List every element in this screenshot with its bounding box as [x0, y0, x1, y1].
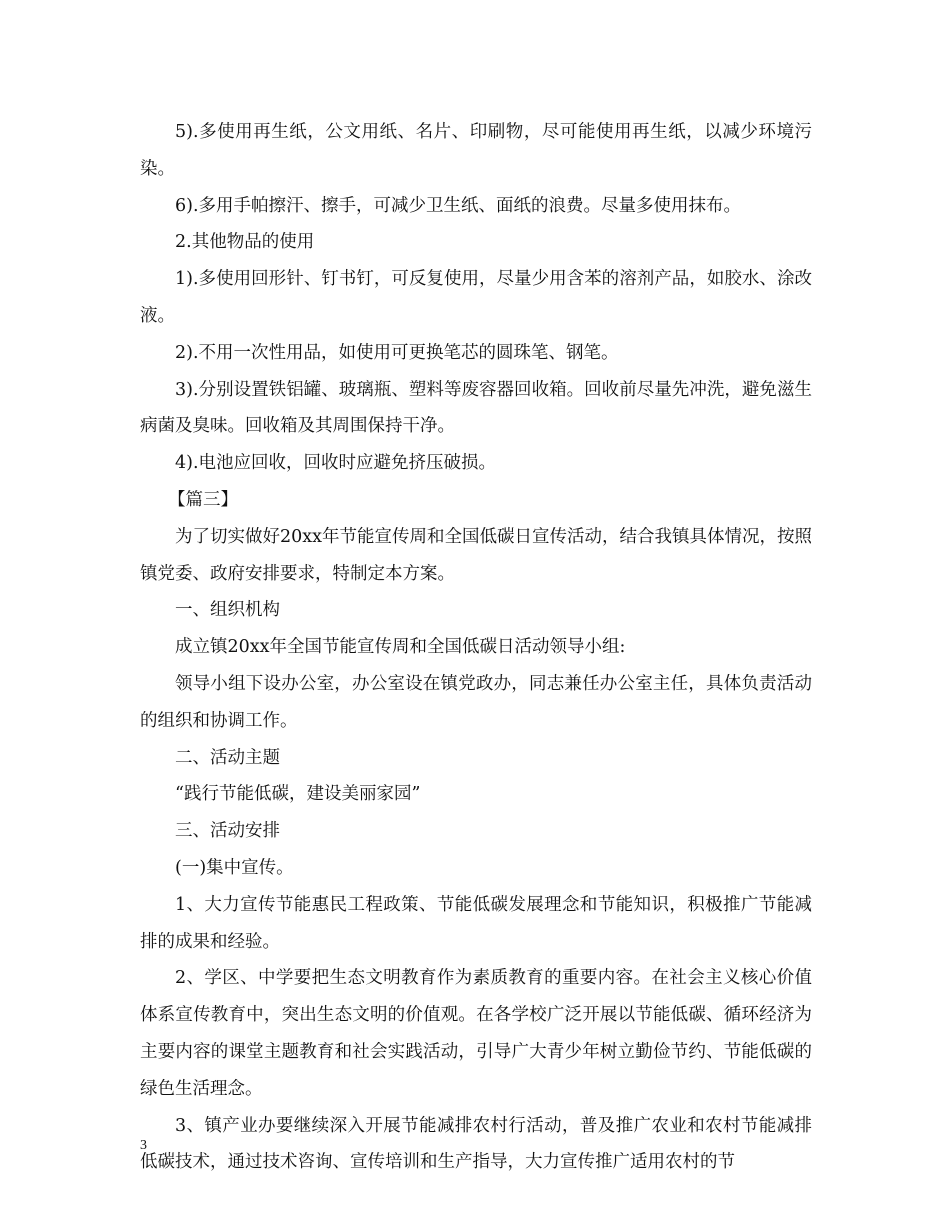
paragraph: 为了切实做好20xx年节能宣传周和全国低碳日宣传活动，结合我镇具体情况，按照镇党委、政府安排要求，特制定本方案。	[140, 526, 813, 584]
paragraph: 3).分别设置铁铝罐、玻璃瓶、塑料等废容器回收箱。回收前尽量先冲洗，避免滋生病菌及臭味。回收箱及其周围保持干净。	[140, 379, 812, 437]
paragraph: 领导小组下设办公室，办公室设在镇党政办，同志兼任办公室主任，具体负责活动的组织和协调工作。	[140, 673, 812, 731]
page-number: 3	[140, 1138, 147, 1153]
paragraph: 1、大力宣传节能惠民工程政策、节能低碳发展理念和节能知识，积极推广节能减排的成果和经验。	[140, 894, 812, 952]
paragraph: 2).不用一次性用品，如使用可更换笔芯的圆珠笔、钢笔。	[175, 342, 619, 363]
paragraph: 5).多使用再生纸，公文用纸、名片、印刷物，尽可能使用再生纸，以减少环境污染。	[140, 122, 812, 179]
section-heading: 三、活动安排	[175, 821, 280, 842]
section-heading: 一、组织机构	[175, 600, 280, 621]
section-heading: 2.其他物品的使用	[175, 232, 315, 253]
paragraph: 3、镇产业办要继续深入开展节能减排农村行活动，普及推广农业和农村节能减排低碳技术，通过技术咨询、宣传培训和生产指导，大力宣传推广适用农村的节	[140, 1115, 812, 1173]
subsection-heading: (一)集中宣传。	[175, 857, 294, 878]
paragraph: 成立镇20xx年全国节能宣传周和全国低碳日活动领导小组:	[175, 637, 626, 658]
paragraph: 6).多用手帕擦汗、擦手，可减少卫生纸、面纸的浪费。尽量多使用抹布。	[175, 195, 742, 216]
section-heading: 二、活动主题	[175, 747, 280, 768]
paragraph: 1).多使用回形针、钉书钉，可反复使用，尽量少用含苯的溶剂产品，如胶水、涂改液。	[140, 269, 812, 326]
paragraph: 2、学区、中学要把生态文明教育作为素质教育的重要内容。在社会主义核心价值体系宣传教育中，突出生态文明的价值观。在各学校广泛开展以节能低碳、循环经济为主要内容的课堂主题教育和社会实践活动，引导广大青少年树立勤俭节约、节能低碳的绿色生活理念。	[140, 968, 812, 1099]
document-body	[140, 114, 812, 1181]
chapter-heading: 【篇三】	[168, 489, 238, 510]
paragraph: “践行节能低碳，建设美丽家园”	[175, 784, 421, 805]
paragraph: 4).电池应回收，回收时应避免挤压破损。	[175, 453, 497, 474]
